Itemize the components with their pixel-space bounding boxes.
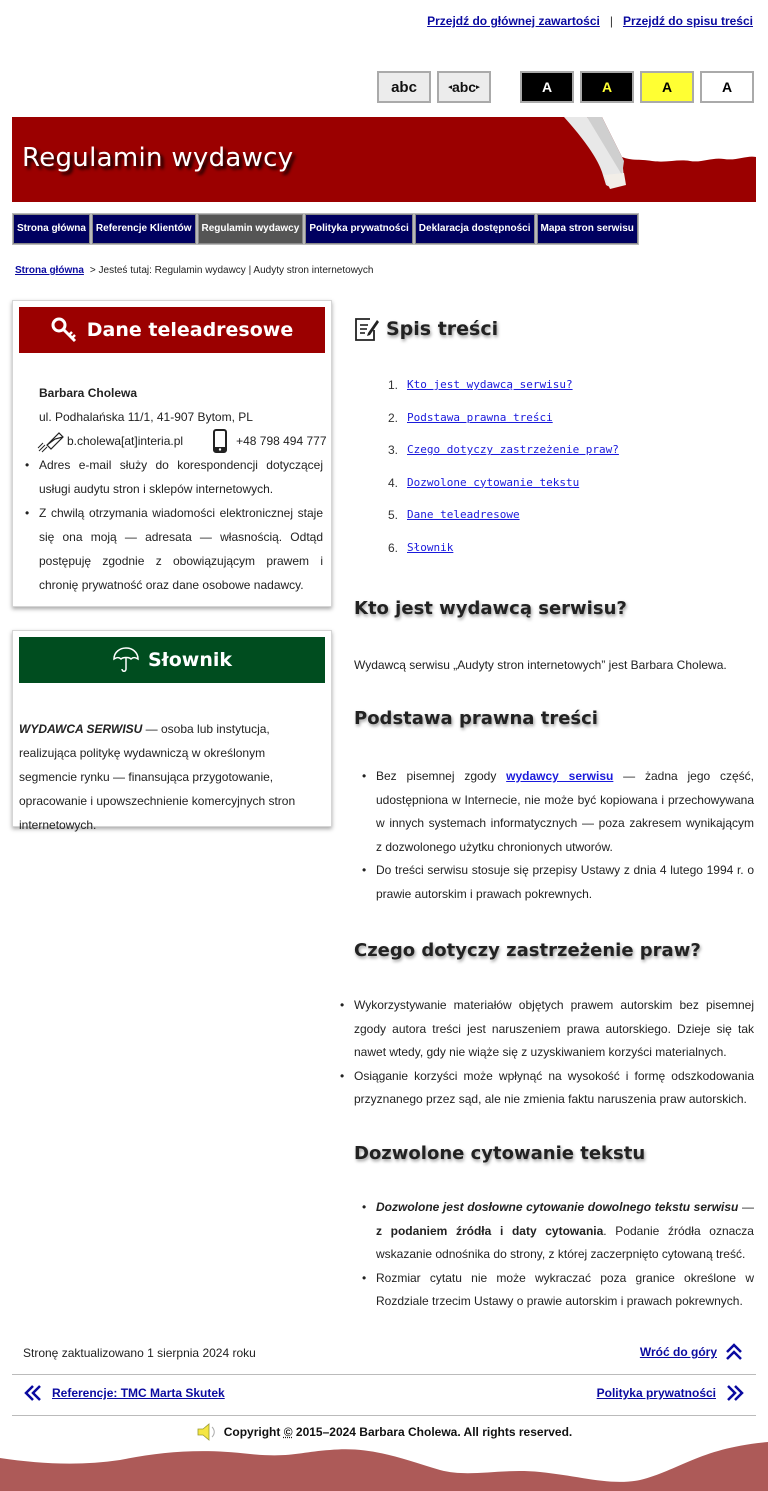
- banner-title: Regulamin wydawcy: [22, 143, 294, 173]
- nav-item-publisher-terms[interactable]: Regulamin wydawcy: [198, 214, 304, 244]
- accessibility-toolbar: [377, 71, 754, 103]
- quoting-rule-text: . Podanie źródła oznacza wskazanie odnośnika do strony, z której zaczerpnięto cytowaną treść.: [376, 1223, 754, 1261]
- glossary-box-header: [19, 637, 325, 683]
- nav-item-sitemap[interactable]: Mapa stron serwisu: [537, 214, 638, 244]
- contact-note: • Adres e-mail służy do korespondencji dotyczącej usługi audytu stron i sklepów internetowych.: [21, 453, 323, 501]
- quoting-dash: —: [738, 1200, 754, 1214]
- breadcrumb: [15, 265, 373, 276]
- contact-phone[interactable]: +48 798 494 777: [236, 434, 327, 448]
- toc-item: [388, 443, 619, 476]
- legal-basis-item: • Do treści serwisu stosuje się przepisy Ustawy z dnia 4 lutego 1994 r. o prawie autorskim i prawach pokrewnych.: [354, 859, 754, 906]
- skip-to-main-link[interactable]: Przejdź do głównej zawartości: [427, 14, 600, 28]
- toc-link[interactable]: Dozwolone cytowanie tekstu: [407, 475, 580, 489]
- breadcrumb-home-link[interactable]: Strona główna: [15, 265, 84, 276]
- section-heading-publisher: Kto jest wydawcą serwisu?: [354, 598, 627, 619]
- next-page-link[interactable]: Polityka prywatności: [596, 1386, 716, 1400]
- skip-links: [427, 14, 753, 28]
- toc-number: 5.: [388, 508, 399, 523]
- toc-number: 3.: [388, 443, 399, 458]
- contact-box-title: Dane teleadresowe: [86, 319, 294, 341]
- main-nav: [12, 213, 639, 245]
- font-size-label: abc: [391, 78, 417, 96]
- contact-name: Barbara Cholewa: [39, 386, 138, 400]
- contact-row: [39, 429, 331, 453]
- prev-page: [24, 1384, 225, 1402]
- letter-spacing-button[interactable]: [437, 71, 491, 103]
- back-to-top: [640, 1343, 743, 1361]
- phone-icon: [212, 429, 228, 453]
- contact-email[interactable]: b.cholewa[at]interia.pl: [67, 434, 184, 448]
- contact-note: • Z chwilą otrzymania wiadomości elektronicznej staje się ona moją — adresata — własnością. Odtąd postępuję zgodnie z obowiązującym prawem i chronię prywatność oraz dane osobowe nadawcy.: [21, 501, 323, 597]
- toc-number: 2.: [388, 410, 399, 425]
- toc-number: 4.: [388, 475, 399, 490]
- copyright-text: [224, 1425, 573, 1439]
- glossary-definition: — osoba lub instytucja, realizująca politykę wydawniczą w określonym segmencie rynku — finansująca przygotowanie, opracowanie i upowszechnienie komercyjnych stron internetowych.: [19, 722, 296, 832]
- email-icon: [37, 429, 65, 453]
- umbrella-icon: [112, 646, 140, 674]
- next-page: [597, 1384, 744, 1402]
- toc-item: [388, 541, 619, 574]
- toc-title: Spis treści: [386, 318, 499, 340]
- footer-wave: [0, 1440, 768, 1491]
- contrast-yellow-on-black-button[interactable]: [580, 71, 634, 103]
- rights-item: • Wykorzystywanie materiałów objętych prawem autorskim bez pisemnej zgody autora treści jest naruszeniem prawa autorskiego. Dzieje się tak nawet wtedy, gdy nie wiąże się z uzyskiwaniem korzyści materialnych.: [332, 994, 754, 1065]
- quoting-rule-bold: z podaniem źródła i daty cytowania: [376, 1223, 604, 1238]
- publisher-text: Wydawcą serwisu „Audyty stron internetowych” jest Barbara Cholewa.: [354, 658, 727, 672]
- prev-page-link[interactable]: Referencje: TMC Marta Skutek: [52, 1386, 225, 1400]
- legal-basis-item: [354, 765, 754, 859]
- arrow-left-icon: ◂: [448, 84, 452, 91]
- contrast-label: A: [661, 79, 673, 95]
- glossary-box: [12, 630, 332, 832]
- double-chevron-right-icon[interactable]: [726, 1384, 744, 1402]
- section-heading-legal-basis: Podstawa prawna treści: [354, 708, 598, 729]
- glossary-box-title: Słownik: [147, 649, 232, 671]
- toc-link[interactable]: Dane teleadresowe: [407, 508, 520, 522]
- glossary-term: WYDAWCA SERWISU: [19, 722, 143, 736]
- double-chevron-up-icon[interactable]: [725, 1343, 743, 1361]
- letter-spacing-label: abc: [451, 79, 477, 95]
- last-updated: Stronę zaktualizowano 1 sierpnia 2024 roku: [23, 1346, 256, 1360]
- legal-item-text: Bez pisemnej zgody: [376, 769, 507, 783]
- toc-number: 6.: [388, 540, 399, 555]
- contact-box-header: [19, 307, 325, 353]
- copyright-prefix: Copyright: [223, 1425, 284, 1439]
- page-banner: [12, 117, 756, 202]
- contrast-default-button[interactable]: [700, 71, 754, 103]
- double-chevron-left-icon[interactable]: [24, 1384, 42, 1402]
- toc-link[interactable]: Czego dotyczy zastrzeżenie praw?: [407, 443, 619, 457]
- rights-item: • Osiąganie korzyści może wpłynąć na wysokość i formę odszkodowania przyznanego przez sąd, ale nie zmienia faktu naruszenia praw autorskich.: [332, 1065, 754, 1112]
- contrast-black-on-yellow-button[interactable]: [640, 71, 694, 103]
- skip-to-toc-link[interactable]: Przejdź do spisu treści: [622, 14, 753, 28]
- contrast-label: A: [721, 79, 733, 95]
- section-heading-rights: Czego dotyczy zastrzeżenie praw?: [354, 940, 701, 961]
- key-icon: [51, 317, 79, 343]
- copyright-suffix: 2015–2024 Barbara Cholewa. All rights reserved.: [292, 1425, 573, 1439]
- copyright-symbol: ©: [283, 1425, 293, 1439]
- skip-links-separator: |: [609, 14, 613, 28]
- nav-item-references[interactable]: Referencje Klientów: [92, 214, 196, 244]
- toc-item: [388, 411, 619, 444]
- toc-link[interactable]: Podstawa prawna treści: [407, 410, 553, 424]
- quoting-rule-emphasis: Dozwolone jest dosłowne cytowanie dowolnego tekstu serwisu: [376, 1200, 739, 1214]
- legal-item-text: — żadna jego część, udostępniona w Internecie, nie może być kopiowana i przechowywana w innych systemach informatycznych — poza zakresem wynikającym z dozwolonego użytku chronionych utworów.: [376, 769, 754, 854]
- rights-list: [332, 994, 754, 1112]
- quoting-item: [354, 1196, 754, 1267]
- toc-item: [388, 508, 619, 541]
- copyright: [0, 1422, 768, 1442]
- contact-notes: [21, 453, 331, 597]
- contact-box: [12, 300, 332, 607]
- section-heading-quoting: Dozwolone cytowanie tekstu: [354, 1143, 646, 1164]
- quoting-item: • Rozmiar cytatu nie może wykraczać poza granice określone w Rozdziale trzecim Ustawy o prawie autorskim i prawach pokrewnych.: [354, 1267, 754, 1314]
- toc-heading: [354, 316, 498, 342]
- footer-divider: [12, 1374, 756, 1375]
- toc-item: [388, 378, 619, 411]
- nav-item-privacy-policy[interactable]: Polityka prywatności: [305, 214, 412, 244]
- toc-item: [388, 476, 619, 509]
- contrast-label: A: [601, 79, 613, 95]
- toc-link[interactable]: Słownik: [407, 540, 454, 554]
- toc-link[interactable]: Kto jest wydawcą serwisu?: [407, 378, 573, 391]
- back-to-top-link[interactable]: Wróć do góry: [639, 1345, 717, 1359]
- nav-item-accessibility[interactable]: Deklaracja dostępności: [415, 214, 535, 244]
- breadcrumb-current: > Jesteś tutaj: Regulamin wydawcy | Audyty stron internetowych: [89, 265, 374, 276]
- glossary-entry: [13, 689, 331, 837]
- contact-details: [13, 359, 331, 597]
- notepad-edit-icon: [354, 316, 380, 342]
- legal-basis-list: [354, 765, 754, 906]
- contrast-label: A: [541, 79, 553, 95]
- footer-divider: [12, 1415, 756, 1416]
- contact-address: ul. Podhalańska 11/1, 41-907 Bytom, PL: [39, 410, 253, 424]
- toc-number: 1.: [388, 378, 399, 392]
- arrow-right-icon: ▸: [476, 84, 480, 91]
- font-size-button[interactable]: [377, 71, 431, 103]
- speaker-icon[interactable]: [196, 1422, 218, 1442]
- contrast-white-on-black-button[interactable]: [520, 71, 574, 103]
- publisher-link[interactable]: wydawcy serwisu: [506, 769, 614, 783]
- nav-item-home[interactable]: Strona główna: [13, 214, 90, 244]
- quoting-list: [354, 1196, 754, 1314]
- toc-list: [388, 378, 619, 574]
